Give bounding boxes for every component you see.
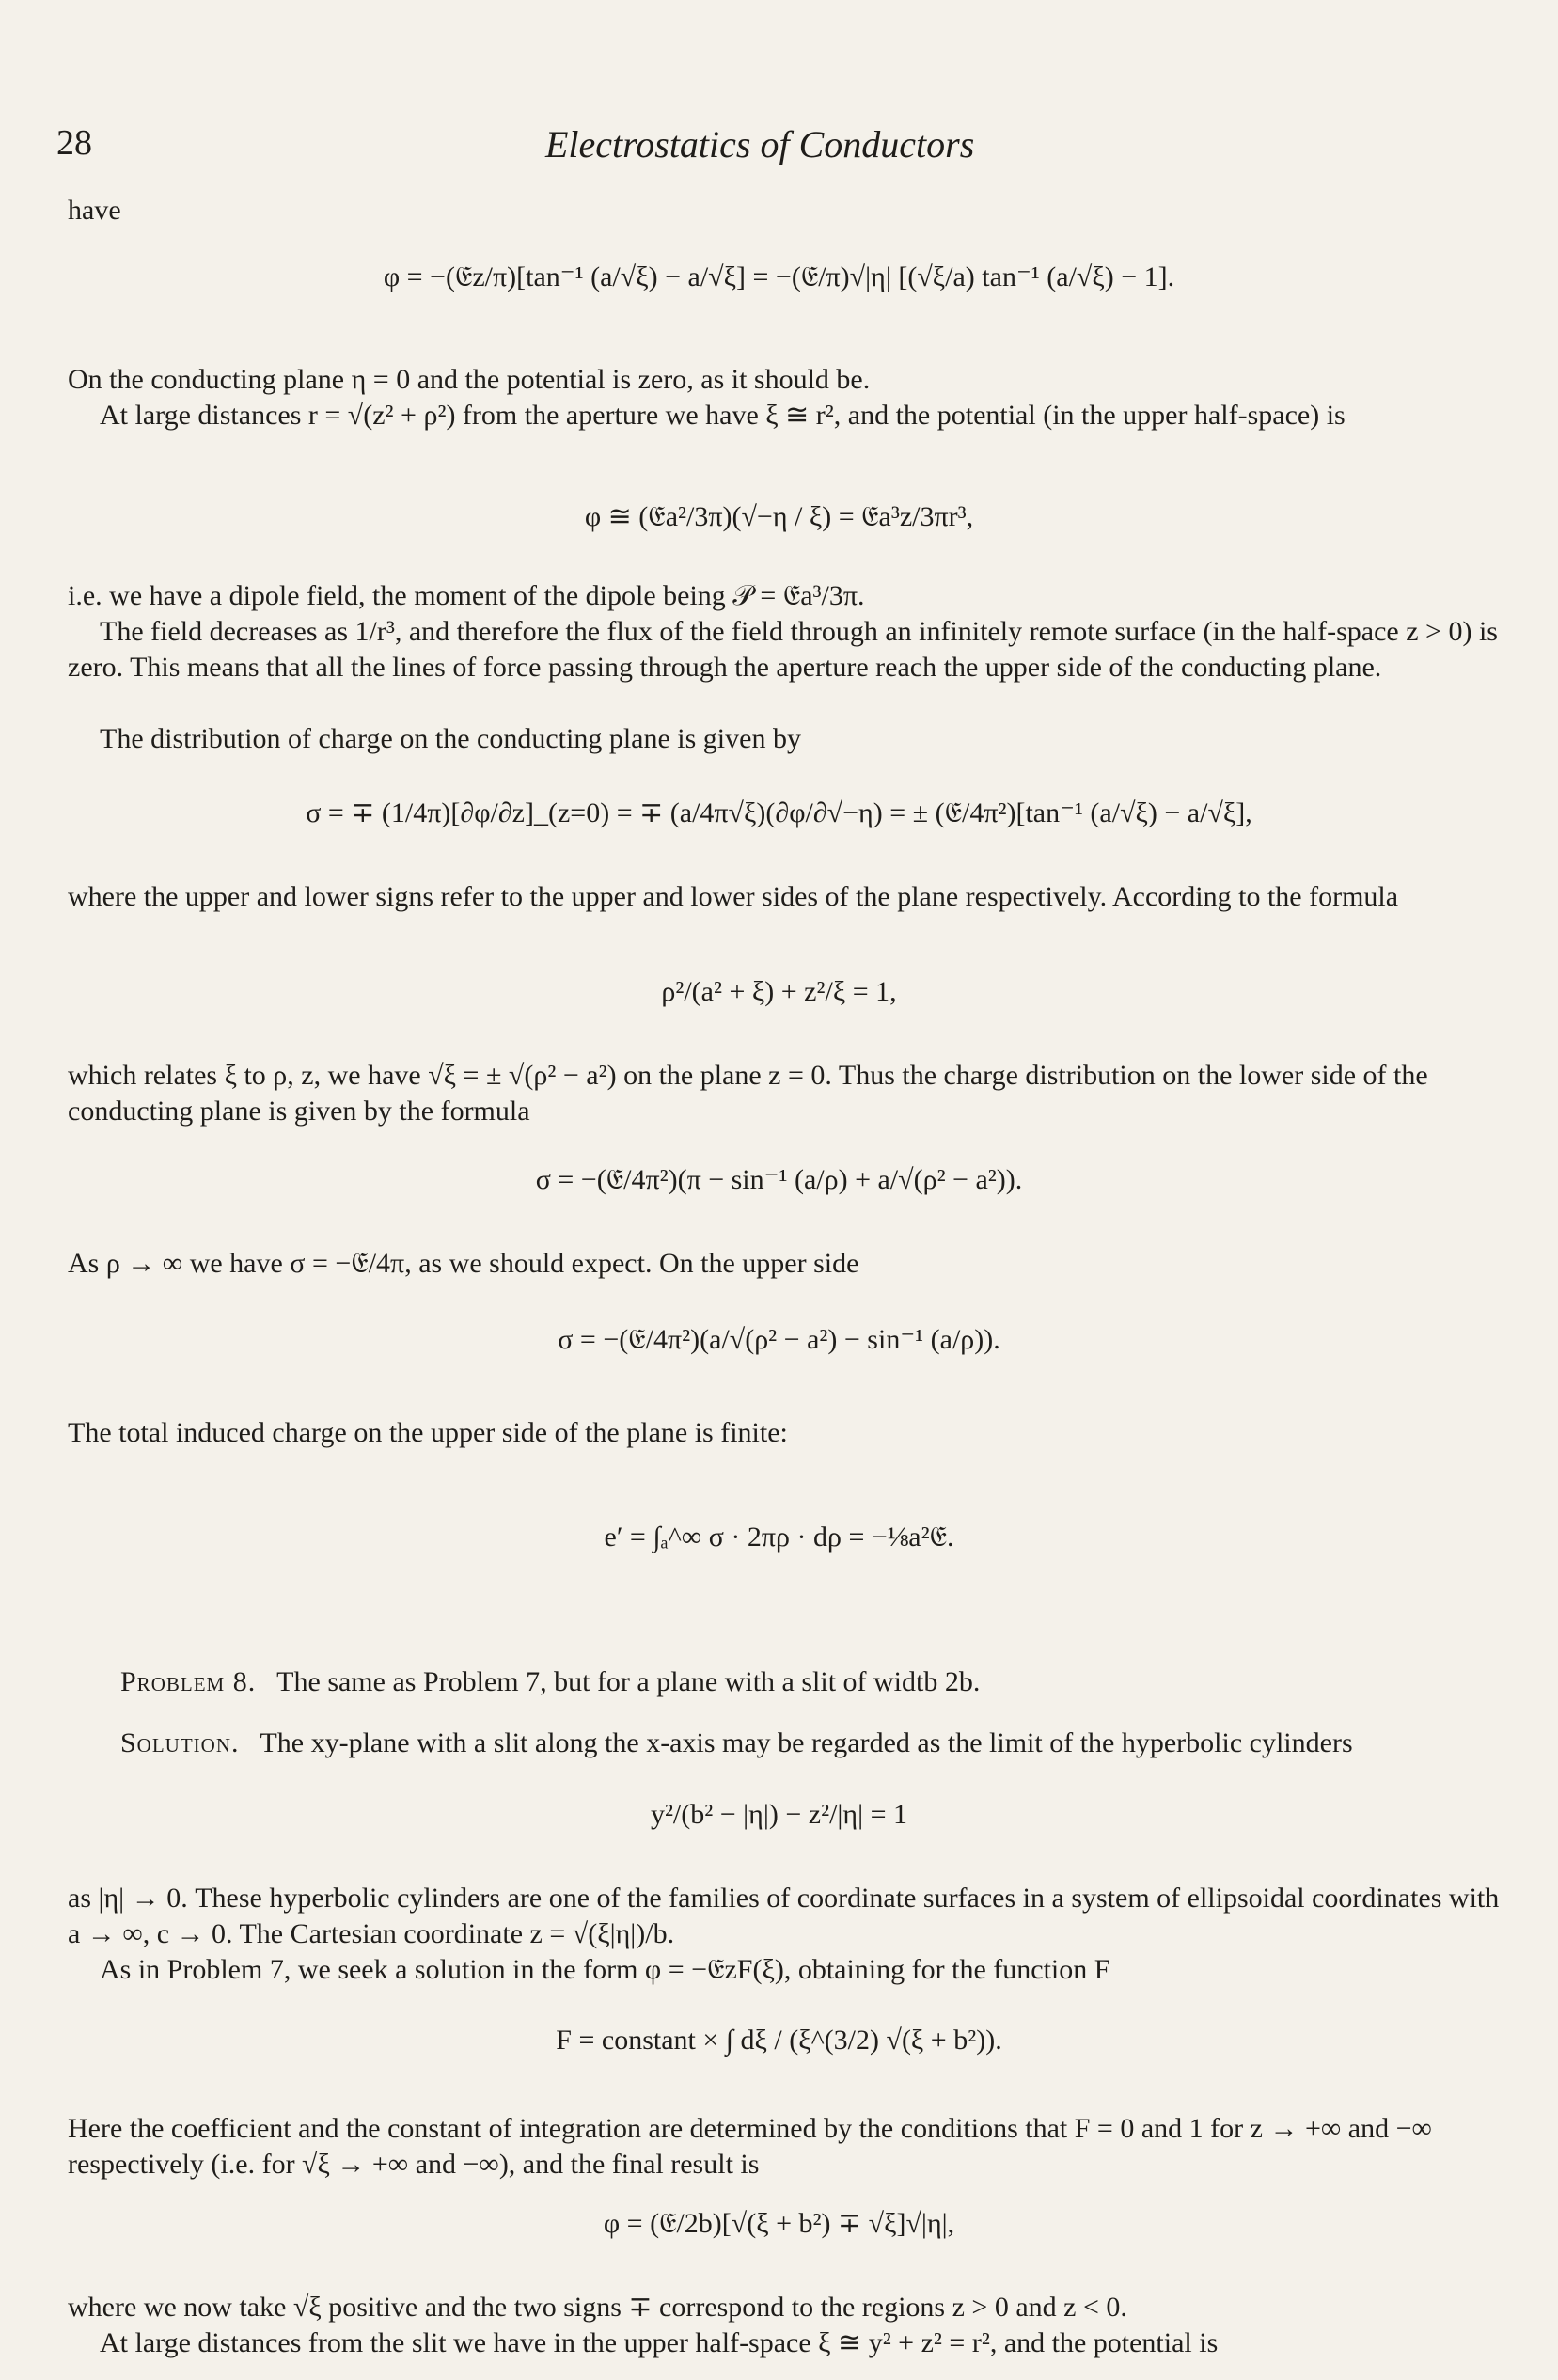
equation-lower-side-charge: σ = −(𝔈/4π²)(π − sin⁻¹ (a/ρ) + a/√(ρ² − a²)). (535, 1164, 1023, 1195)
equation-hyperbolic-cylinders: y²/(b² − |η|) − z²/|η| = 1 (650, 1799, 908, 1830)
paragraph-coefficient: Here the coefficient and the constant of integration are determined by the conditions that F = 0 and 1 for z → +∞ and −∞ respectively (i.e. for √ξ → +∞ and −∞), and the final result is (68, 2113, 1432, 2180)
page-header (56, 122, 1504, 179)
equation-potential: φ = −(𝔈z/π)[tan⁻¹ (a/√ξ) − a/√ξ] = −(𝔈/π)√|η| [(√ξ/a) tan⁻¹ (a/√ξ) − 1]. (383, 261, 1175, 292)
paragraph-dipole-field: i.e. we have a dipole field, the moment of the dipole being 𝒫 = 𝔈a³/3π. (68, 580, 865, 611)
paragraph-limit: As ρ → ∞ we have σ = −𝔈/4π, as we should expect. On the upper side (68, 1248, 859, 1279)
equation-upper-side-charge: σ = −(𝔈/4π²)(a/√(ρ² − a²) − sin⁻¹ (a/ρ)). (558, 1324, 1000, 1355)
paragraph-have: have (68, 195, 121, 226)
paragraph-field-flux: The field decreases as 1/r³, and therefore the flux of the field through an infinitely remote surface (in the half-space z > 0) is zero. This means that all the lines of force passing through the aperture reach the upper side of the conducting plane. (68, 616, 1498, 683)
paragraph-regions: where we now take √ξ positive and the two signs ∓ correspond to the regions z > 0 and z < 0. (68, 2292, 1127, 2323)
problem-8 (120, 1664, 1531, 1700)
equation-ellipsoid: ρ²/(a² + ξ) + z²/ξ = 1, (661, 976, 897, 1007)
paragraph-ellipsoidal-coordinates: as |η| → 0. These hyperbolic cylinders are one of the families of coordinate surfaces in a system of ellipsoidal coordinates with a → ∞, c → 0. The Cartesian coordinate z = √(ξ|η|)/b. (68, 1883, 1500, 1949)
paragraph-total-charge: The total induced charge on the upper side of the plane is finite: (68, 1417, 788, 1448)
solution-label: Solution. (120, 1727, 240, 1758)
solution-text: The xy-plane with a slit along the x-axis may be regarded as the limit of the hyperbolic cylinders (260, 1727, 1353, 1758)
paragraph-relates-xi: which relates ξ to ρ, z, we have √ξ = ± √(ρ² − a²) on the plane z = 0. Thus the charge distribution on the lower side of the conducting plane is given by the formula (68, 1060, 1428, 1127)
solution-8 (120, 1726, 1531, 1761)
equation-dipole-potential: φ ≅ (𝔈a²/3π)(√−η / ξ) = 𝔈a³z/3πr³, (584, 501, 974, 532)
running-head: Electrostatics of Conductors (545, 123, 975, 165)
paragraph-signs: where the upper and lower signs refer to the upper and lower sides of the plane respectively. According to the formula (68, 881, 1399, 912)
paragraph-large-distances: At large distances r = √(z² + ρ²) from the aperture we have ξ ≅ r², and the potential (in the upper half-space) is (100, 400, 1346, 431)
equation-induced-charge: e′ = ∫ₐ^∞ σ · 2πρ · dρ = −⅛a²𝔈. (604, 1521, 954, 1553)
page-number: 28 (56, 123, 92, 163)
equation-slit-potential: φ = (𝔈/2b)[√(ξ + b²) ∓ √ξ]√|η|, (603, 2208, 955, 2239)
paragraph-charge-distribution: The distribution of charge on the conducting plane is given by (100, 723, 801, 754)
equation-surface-charge: σ = ∓ (1/4π)[∂φ/∂z]_(z=0) = ∓ (a/4π√ξ)(∂φ/∂√−η) = ± (𝔈/4π²)[tan⁻¹ (a/√ξ) − a/√ξ], (306, 797, 1252, 828)
paragraph-plane-potential-zero: On the conducting plane η = 0 and the potential is zero, as it should be. (68, 364, 871, 395)
paragraph-large-distances-slit: At large distances from the slit we have in the upper half-space ξ ≅ y² + z² = r², and the potential is (100, 2327, 1219, 2358)
problem-text: The same as Problem 7, but for a plane with a slit of widtb 2b. (276, 1666, 981, 1697)
equation-function-f: F = constant × ∫ dξ / (ξ^(3/2) √(ξ + b²)). (556, 2025, 1002, 2056)
paragraph-seek-solution: As in Problem 7, we seek a solution in the form φ = −𝔈zF(ξ), obtaining for the function F (100, 1954, 1110, 1985)
problem-label: Problem 8. (120, 1666, 257, 1697)
